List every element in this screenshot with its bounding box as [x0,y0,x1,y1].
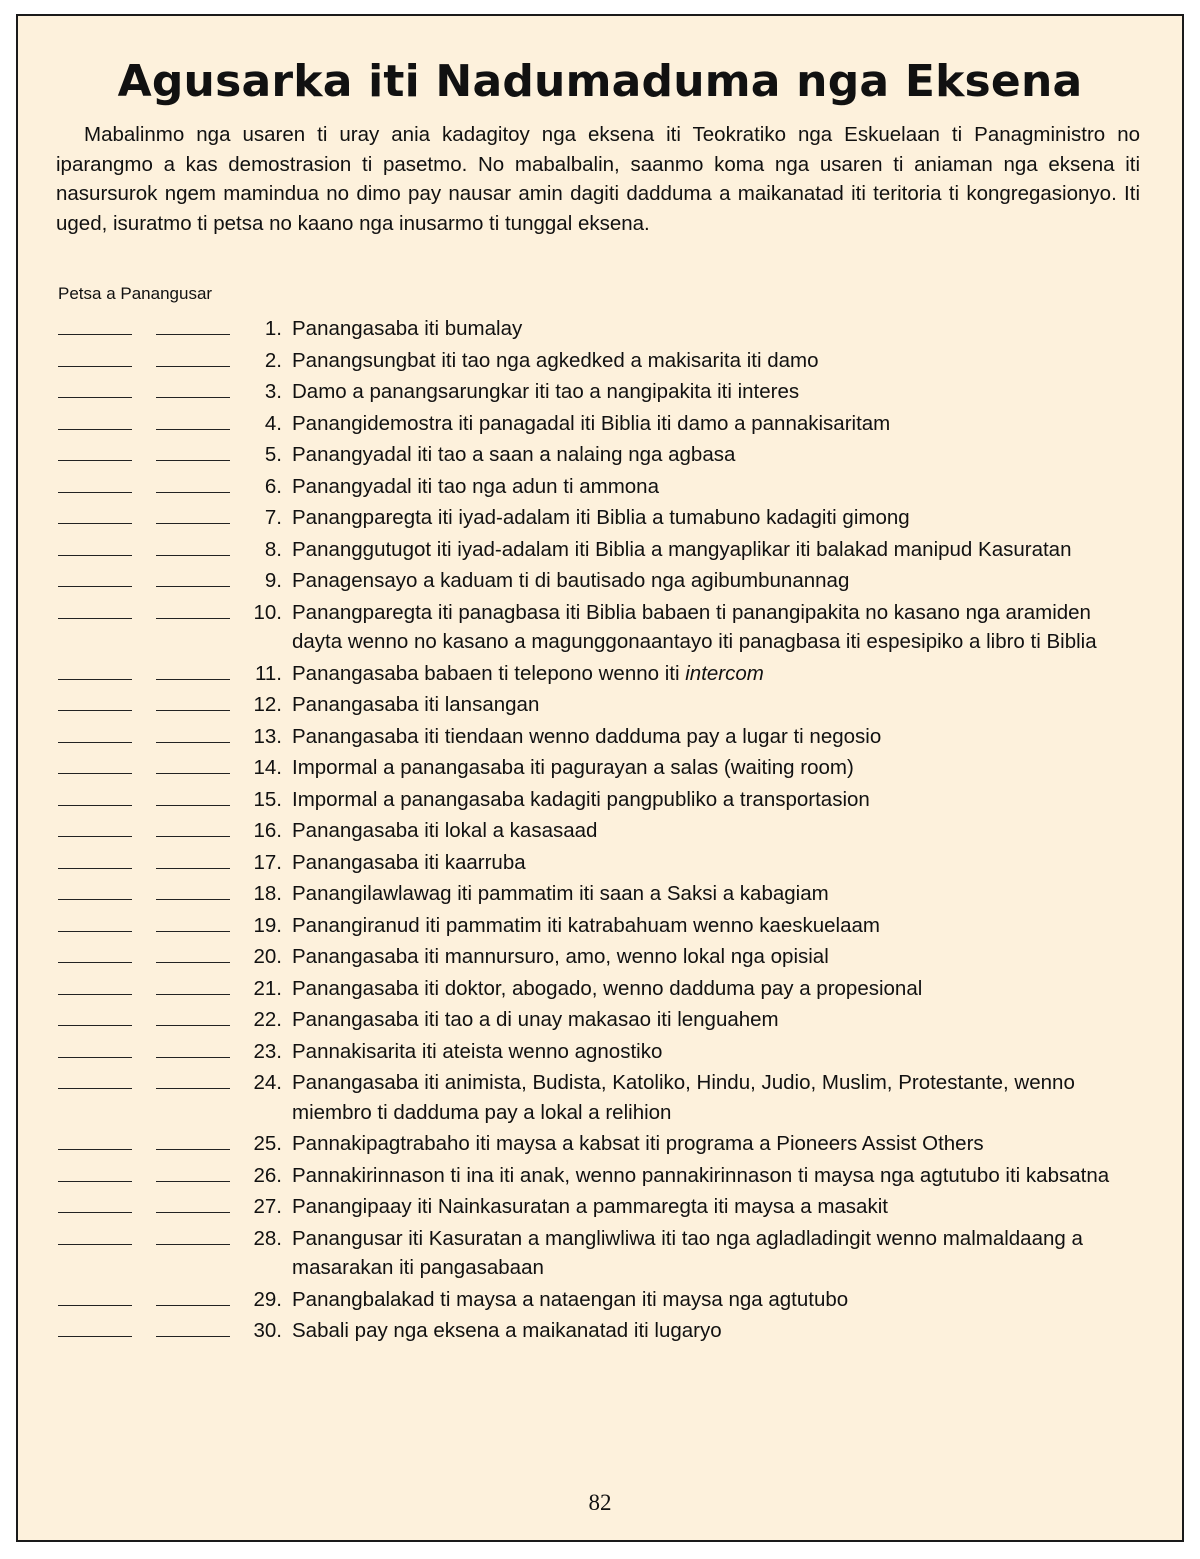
date-blank-2[interactable] [156,1161,230,1182]
date-blank-1[interactable] [58,785,132,806]
date-blank-2[interactable] [156,911,230,932]
intro-paragraph: Mabalinmo nga usaren ti uray ania kadagitoy nga eksena iti Teokratiko nga Eskuelaan ti Panagministro no iparangmo a kas demostrasion ti pasetmo. No mabalbalin, saanmo koma nga usaren ti aniaman nga eksena iti nasursurok ngem mamindua no dimo pay nausar amin dagiti dadduma a maikanatad iti teritoria ti kongregasionyo. Iti uged, isuratmo ti petsa no kaano nga inusarmo ti tunggal eksena. [56,123,1140,235]
list-item [58,314,1158,344]
list-item [58,503,1158,533]
list-item [58,1161,1158,1191]
item-text-main: Panangilawlawag iti pammatim iti saan a Saksi a kabagiam [292,882,829,905]
scene-list [58,314,1158,1348]
item-text-main: Panangasaba iti kaarruba [292,850,526,874]
item-text-main: Panangasaba iti lansangan [292,693,540,716]
item-text [292,1129,1122,1159]
list-item [58,816,1158,846]
item-number: 17. [253,850,282,874]
item-number: 28. [253,1226,282,1250]
item-text-main: Pananggutugot iti iyad-adalam iti Biblia a mangyaplikar iti balakad manipud Kasuratan [292,537,1072,561]
date-blank-2[interactable] [156,314,230,335]
item-text [292,1005,1122,1035]
date-blank-2[interactable] [156,848,230,869]
date-blank-1[interactable] [58,1285,132,1306]
list-item [58,911,1158,941]
date-blank-2[interactable] [156,1129,230,1150]
list-item [58,346,1158,376]
item-number: 10. [253,600,282,624]
item-number: 1. [264,317,282,340]
item-number: 29. [253,1287,282,1311]
list-item [58,440,1158,470]
item-text [292,535,1122,565]
item-text [292,1316,1122,1346]
list-item [58,1192,1158,1222]
date-blank-2[interactable] [156,1285,230,1306]
date-blank-1[interactable] [58,1316,132,1337]
item-text-main: Panangparegta iti iyad-adalam iti Biblia a tumabuno kadagiti gimong [292,506,910,529]
list-item [58,1285,1158,1315]
item-text-main: Panangasaba iti lokal a kasasaad [292,819,598,842]
item-text [292,1037,1122,1067]
item-text-main: Panangyadal iti tao nga adun ti ammona [292,474,659,498]
date-blank-1[interactable] [58,598,132,619]
item-text-main: Panangasaba iti tao a di unay makasao iti lenguahem [292,1008,779,1031]
list-item [58,409,1158,439]
date-blank-1[interactable] [58,690,132,711]
item-number: 7. [264,506,282,529]
item-text [292,974,1122,1004]
date-blank-1[interactable] [58,409,132,430]
item-text [292,659,1122,689]
item-number: 15. [253,787,282,811]
list-item [58,535,1158,565]
item-number: 16. [253,819,282,842]
date-blank-1[interactable] [58,1224,132,1245]
list-item [58,1037,1158,1067]
item-number: 19. [253,913,282,937]
item-text-main: Panangasaba iti tiendaan wenno dadduma pay a lugar ti negosio [292,724,882,748]
item-text [292,722,1122,752]
item-text [292,911,1122,941]
item-text [292,1068,1122,1127]
list-item [58,377,1158,407]
date-blank-1[interactable] [58,1129,132,1150]
item-number: 22. [253,1008,282,1031]
date-blank-2[interactable] [156,535,230,556]
list-item [58,472,1158,502]
item-text-main: Panangipaay iti Nainkasuratan a pammaregta iti maysa a masakit [292,1195,888,1218]
list-item [58,566,1158,596]
item-text-main: Impormal a panangasaba iti pagurayan a salas (waiting room) [292,756,854,779]
item-text [292,409,1122,439]
date-blank-1[interactable] [58,346,132,367]
date-blank-1[interactable] [58,1068,132,1089]
date-blank-2[interactable] [156,785,230,806]
item-number: 20. [253,945,282,968]
date-blank-2[interactable] [156,659,230,680]
date-blank-1[interactable] [58,753,132,774]
list-item [58,598,1158,657]
date-blank-2[interactable] [156,722,230,743]
list-item [58,974,1158,1004]
item-text-main: Panangasaba iti animista, Budista, Katoliko, Hindu, Judio, Muslim, Protestante, wenno miembro ti dadduma pay a lokal a relihion [292,1071,1075,1124]
date-blank-2[interactable] [156,690,230,711]
item-text [292,848,1122,878]
list-item [58,942,1158,972]
page-panel [16,14,1184,1542]
list-item [58,1224,1158,1283]
date-blank-1[interactable] [58,472,132,493]
item-number: 8. [264,537,282,561]
date-blank-2[interactable] [156,377,230,398]
item-text-main: Panangidemostra iti panagadal iti Biblia iti damo a pannakisaritam [292,411,891,435]
item-text-main: Panagensayo a kaduam ti di bautisado nga agibumbunannag [292,569,850,592]
item-text-main: Panangusar iti Kasuratan a mangliwliwa iti tao nga agladladingit wenno malmaldaang a masarakan iti pangasabaan [292,1226,1083,1279]
item-text [292,753,1122,783]
item-number: 30. [253,1319,282,1342]
item-text [292,472,1122,502]
item-text-main: Panangsungbat iti tao nga agkedked a makisarita iti damo [292,348,819,372]
item-number: 12. [253,693,282,716]
item-text [292,440,1122,470]
date-blank-1[interactable] [58,722,132,743]
item-number: 11. [255,661,282,685]
item-text-main: Panangasaba babaen ti telepono wenno iti [292,661,686,685]
item-text [292,785,1122,815]
date-blank-2[interactable] [156,1068,230,1089]
date-blank-1[interactable] [58,314,132,335]
item-text-main: Pannakipagtrabaho iti maysa a kabsat iti programa a Pioneers Assist Others [292,1132,984,1155]
date-blank-2[interactable] [156,1005,230,1026]
item-text-main: Pannakirinnason ti ina iti anak, wenno pannakirinnason ti maysa nga agtutubo iti kabsatna [292,1163,1110,1187]
item-text [292,314,1122,344]
item-text-italic: intercom [685,661,764,685]
item-text [292,566,1122,596]
list-item [58,785,1158,815]
date-blank-1[interactable] [58,1161,132,1182]
date-blank-2[interactable] [156,472,230,493]
item-number: 9. [264,569,282,592]
date-blank-1[interactable] [58,816,132,837]
item-text-main: Impormal a panangasaba kadagiti pangpubliko a transportasion [292,787,870,811]
item-number: 4. [264,411,282,435]
date-blank-2[interactable] [156,1224,230,1245]
date-blank-2[interactable] [156,879,230,900]
item-text [292,879,1122,909]
item-text [292,503,1122,533]
item-number: 14. [253,756,282,779]
list-item [58,1068,1158,1127]
item-text-main: Panangbalakad ti maysa a nataengan iti maysa nga agtutubo [292,1287,849,1311]
date-blank-1[interactable] [58,1192,132,1213]
date-blank-1[interactable] [58,848,132,869]
item-number: 21. [253,976,282,1000]
date-blank-2[interactable] [156,1316,230,1337]
page-title: Agusarka iti Nadumaduma nga Eksena [117,56,1083,107]
date-blank-2[interactable] [156,503,230,524]
item-number: 6. [264,474,282,498]
item-text-main: Panangyadal iti tao a saan a nalaing nga agbasa [292,443,736,466]
item-text [292,1285,1122,1315]
date-blank-2[interactable] [156,942,230,963]
date-blank-1[interactable] [58,566,132,587]
item-number: 5. [264,443,282,466]
item-text [292,942,1122,972]
date-blank-1[interactable] [58,535,132,556]
date-blank-1[interactable] [58,974,132,995]
date-blank-1[interactable] [58,942,132,963]
list-item [58,879,1158,909]
date-blank-1[interactable] [58,1005,132,1026]
item-number: 27. [253,1195,282,1218]
date-blank-2[interactable] [156,753,230,774]
date-blank-2[interactable] [156,409,230,430]
item-text [292,1161,1122,1191]
date-blank-2[interactable] [156,816,230,837]
date-blank-1[interactable] [58,377,132,398]
item-text [292,377,1122,407]
item-text-main: Panangparegta iti panagbasa iti Biblia babaen ti panangipakita no kasano nga aramiden dayta wenno no kasano a magunggonaantayo iti panagbasa iti espesipiko a libro ti Biblia [292,600,1097,653]
date-blank-1[interactable] [58,879,132,900]
item-text [292,1224,1122,1283]
item-text-main: Damo a panangsarungkar iti tao a nangipakita iti interes [292,380,800,403]
date-blank-2[interactable] [156,440,230,461]
list-item [58,659,1158,689]
item-number: 2. [264,348,282,372]
list-item [58,1129,1158,1159]
date-blank-2[interactable] [156,974,230,995]
item-number: 13. [253,724,282,748]
item-number: 25. [253,1132,282,1155]
list-item [58,753,1158,783]
item-number: 26. [253,1163,282,1187]
item-text [292,690,1122,720]
list-item [58,1316,1158,1346]
item-number: 18. [253,882,282,905]
item-text-main: Sabali pay nga eksena a maikanatad iti lugaryo [292,1319,722,1342]
date-blank-2[interactable] [156,1192,230,1213]
list-item [58,690,1158,720]
item-text-main: Pannakisarita iti ateista wenno agnostiko [292,1039,663,1063]
date-blank-1[interactable] [58,911,132,932]
item-text-main: Panangasaba iti mannursuro, amo, wenno lokal nga opisial [292,945,829,968]
item-text [292,816,1122,846]
date-blank-2[interactable] [156,346,230,367]
item-text-main: Panangasaba iti doktor, abogado, wenno dadduma pay a propesional [292,976,923,1000]
page-number: 82 [588,1490,612,1515]
list-item [58,1005,1158,1035]
item-number: 23. [253,1039,282,1063]
date-blank-1[interactable] [58,440,132,461]
date-blank-1[interactable] [58,503,132,524]
item-text [292,346,1122,376]
date-blank-2[interactable] [156,1037,230,1058]
list-item [58,848,1158,878]
item-text [292,1192,1122,1222]
date-column-label: Petsa a Panangusar [58,284,213,303]
date-blank-2[interactable] [156,598,230,619]
date-blank-2[interactable] [156,566,230,587]
list-item [58,722,1158,752]
date-blank-1[interactable] [58,659,132,680]
item-text-main: Panangasaba iti bumalay [292,317,523,340]
item-number: 24. [253,1071,282,1094]
item-text-main: Panangiranud iti pammatim iti katrabahuam wenno kaeskuelaam [292,913,880,937]
date-blank-1[interactable] [58,1037,132,1058]
item-text [292,598,1122,657]
item-number: 3. [264,380,282,403]
